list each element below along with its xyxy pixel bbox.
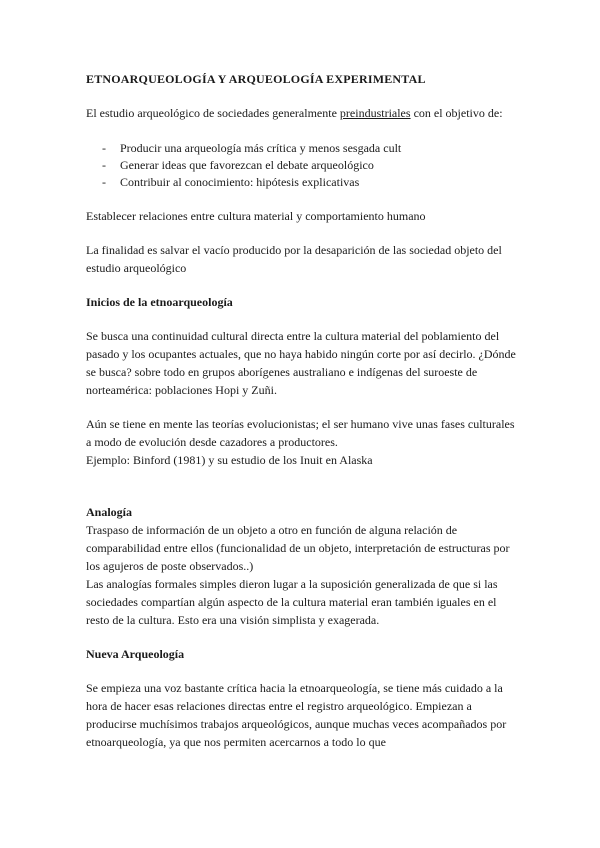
document-title: ETNOARQUEOLOGÍA Y ARQUEOLOGÍA EXPERIMENTAL [86, 72, 426, 86]
nueva-arqueologia-paragraph: Se empieza una voz bastante crítica hacia la etnoarqueología, se tiene más cuidado a la hora de hacer esas relaciones directas entre el registro arqueológico. Empiezan a producirse muchísimos trabajos arqueológicos, aunque muchas veces acompañados por etnoarqueología, ya que nos permiten acercarnos a todo lo que [86, 681, 507, 749]
list-item [86, 174, 516, 191]
dash-bullet-icon: - [102, 141, 106, 155]
analogia-paragraph-2: Las analogías formales simples dieron lugar a la suposición generalizada de que si las sociedades compartían algún aspecto de la cultura material eran también iguales en el resto de la cultura. Esto era una visión simplista y exagerada. [86, 577, 498, 627]
relations-paragraph: Establecer relaciones entre cultura material y comportamiento humano [86, 209, 426, 223]
list-item [86, 140, 516, 157]
nueva-arqueologia-heading: Nueva Arqueología [86, 647, 185, 661]
inicios-paragraph: Se busca una continuidad cultural directa entre la cultura material del poblamiento del pasado y los ocupantes actuales, que no haya habido ningún corte por así decirlo. ¿Dónde se busca? sobre todo en grupos aborígenes australiano e indígenas del suroeste de norteamérica: poblaciones Hopi y Zuñi. [86, 329, 516, 397]
example-paragraph: Ejemplo: Binford (1981) y su estudio de los Inuit en Alaska [86, 453, 373, 467]
list-item-text: Producir una arqueología más crítica y menos sesgada cult [120, 141, 402, 155]
dash-bullet-icon: - [102, 175, 106, 189]
list-item-text: Generar ideas que favorezcan el debate arqueológico [120, 158, 374, 172]
intro-underlined-term: preindustriales [339, 106, 411, 120]
intro-text-before: El estudio arqueológico de sociedades generalmente [86, 106, 340, 120]
objectives-list [86, 140, 516, 191]
analogia-paragraph-1: Traspaso de información de un objeto a otro en función de alguna relación de comparabilidad entre ellos (funcionalidad de un objeto, interpretación de estructuras por los agujeros de poste observados..) [86, 523, 510, 573]
inicios-heading: Inicios de la etnoarqueología [86, 295, 233, 309]
analogia-heading: Analogía [86, 505, 133, 519]
list-item-text: Contribuir al conocimiento: hipótesis explicativas [120, 175, 360, 189]
list-item [86, 157, 516, 174]
intro-paragraph [86, 104, 516, 122]
dash-bullet-icon: - [102, 158, 106, 172]
evolution-paragraph: Aún se tiene en mente las teorías evolucionistas; el ser humano vive unas fases culturales a modo de evolución desde cazadores a productores. [86, 417, 515, 449]
intro-text-after: con el objetivo de: [410, 106, 503, 120]
finalidad-paragraph: La finalidad es salvar el vacío producido por la desaparición de las sociedad objeto del estudio arqueológico [86, 243, 502, 275]
document-page [86, 70, 516, 751]
